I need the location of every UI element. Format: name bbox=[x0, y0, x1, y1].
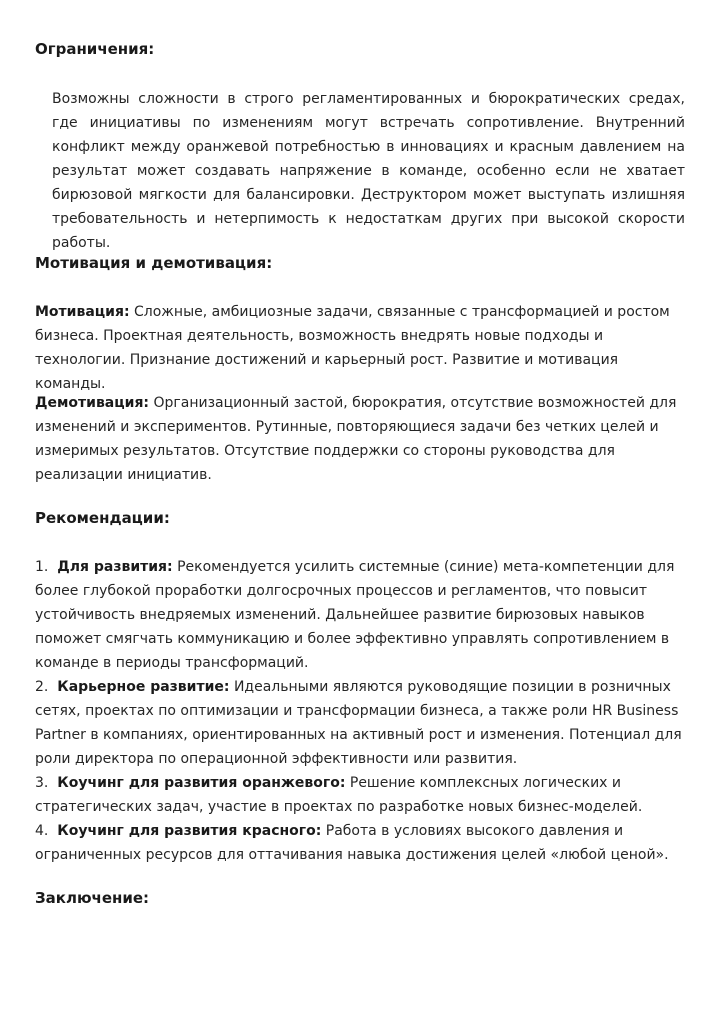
limits-paragraph: Возможны сложности в строго регламентированных и бюрократических средах, где инициативы по изменениям могут встречать сопротивление. Внутренний конфликт между оранжевой потребностью в инновациях и красным давлением на результат может создавать напряжение в команде, особенно если не хватает бирюзовой мягкости для балансировки. Деструктором может выступать излишняя требовательность и нетерпимость к недостаткам других при высокой скорости работы. bbox=[52, 91, 685, 251]
list-item-number: 3. bbox=[35, 775, 49, 791]
list-item-label: Для развития: bbox=[57, 559, 173, 575]
recommendations-heading: Рекомендации: bbox=[35, 509, 170, 527]
limits-heading: Ограничения: bbox=[35, 40, 155, 58]
motivation-text: Сложные, амбициозные задачи, связанные с трансформацией и ростом бизнеса. Проектная деятельность, возможность внедрять новые подходы и технологии. Признание достижений и карьерный рост. Развитие и мотивация команды. bbox=[35, 304, 670, 392]
list-item-number: 2. bbox=[35, 679, 49, 695]
list-item bbox=[35, 771, 683, 819]
demotivation-text: Организационный застой, бюрократия, отсутствие возможностей для изменений и экспериментов. Рутинные, повторяющиеся задачи без четких целей и измеримых результатов. Отсутствие поддержки со стороны руководства для реализации инициатив. bbox=[35, 395, 677, 483]
recommendations-list bbox=[35, 555, 683, 867]
demotivation-label: Демотивация: bbox=[35, 395, 150, 411]
list-item-text: Рекомендуется усилить системные (синие) мета-компетенции для более глубокой проработки долгосрочных процессов и регламентов, что повысит устойчивость внедряемых изменений. Дальнейшее развитие бирюзовых навыков поможет смягчать коммуникацию и более эффективно управлять сопротивлением в команде в периоды трансформаций. bbox=[35, 559, 675, 671]
list-item bbox=[35, 675, 683, 771]
list-item-label: Коучинг для развития красного: bbox=[57, 823, 322, 839]
list-item bbox=[35, 555, 683, 675]
list-item-label: Коучинг для развития оранжевого: bbox=[57, 775, 346, 791]
demotivation-paragraph bbox=[35, 391, 683, 487]
list-item-label: Карьерное развитие: bbox=[57, 679, 230, 695]
list-item-text: Работа в условиях высокого давления и ограниченных ресурсов для оттачивания навыка достижения целей «любой ценой». bbox=[35, 823, 669, 863]
motivation-paragraph bbox=[35, 300, 683, 396]
list-item-text: Идеальными являются руководящие позиции в розничных сетях, проектах по оптимизации и трансформации бизнеса, а также роли HR Business Partner в компаниях, ориентированных на активный рост и изменения. Потенциал для роли директора по операционной эффективности или развития. bbox=[35, 679, 682, 767]
list-item bbox=[35, 819, 683, 867]
motivation-label: Мотивация: bbox=[35, 304, 130, 320]
list-item-number: 1. bbox=[35, 559, 49, 575]
list-item-text: Решение комплексных логических и стратегических задач, участие в проектах по разработке новых бизнес-моделей. bbox=[35, 775, 643, 815]
motivation-heading: Мотивация и демотивация: bbox=[35, 254, 273, 272]
list-item-number: 4. bbox=[35, 823, 49, 839]
conclusion-heading: Заключение: bbox=[35, 889, 150, 907]
